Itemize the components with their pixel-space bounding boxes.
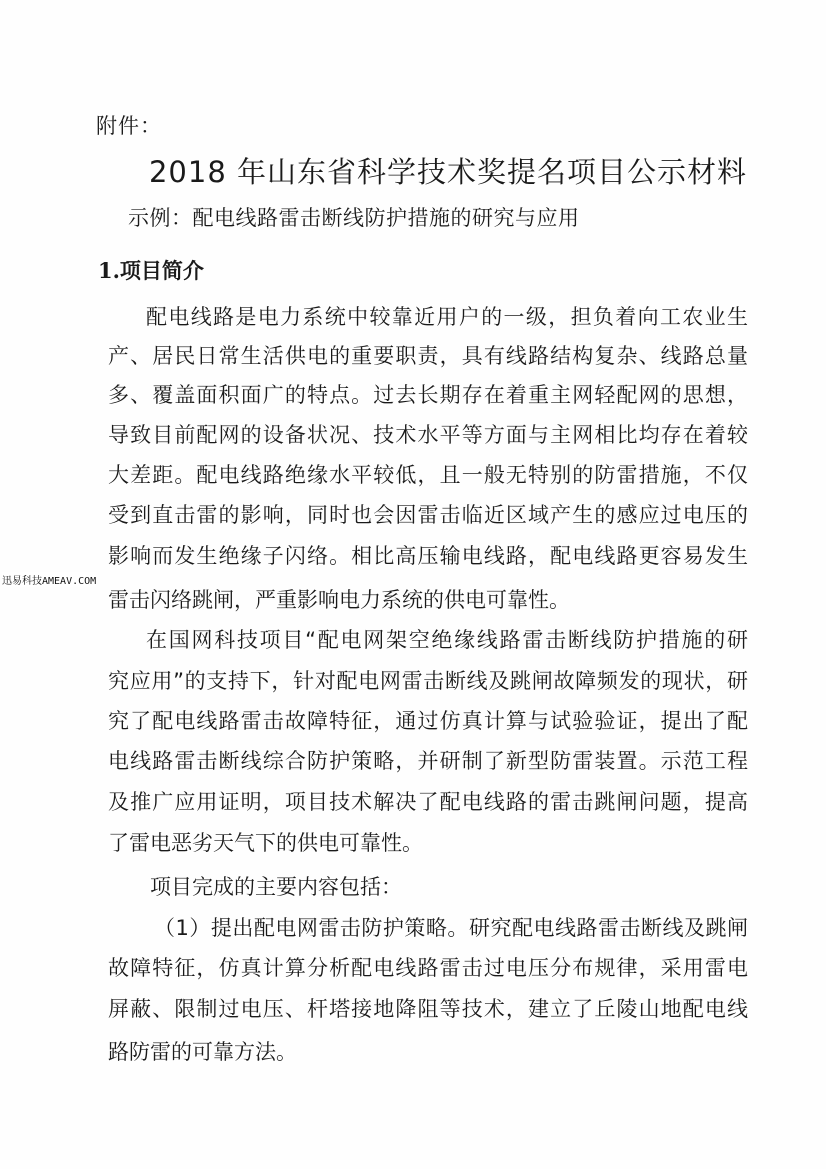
item-1-line: （1）提出配电网雷击防护策略。研究配电线路雷击断线及跳闸 [154, 916, 748, 940]
document-title: 2018 年山东省科学技术奖提名项目公示材料 [148, 155, 748, 189]
attachment-label: 附件： [96, 114, 162, 138]
paragraph-1-line: 影响而发生绝缘子闪络。相比高压输电线路，配电线路更容易发生 [108, 544, 748, 568]
item-1-line: 故障特征，仿真计算分析配电线路雷击过电压分布规律，采用雷电 [108, 956, 748, 980]
contents-intro: 项目完成的主要内容包括： [150, 875, 402, 899]
paragraph-1-line: 导致目前配网的设备状况、技术水平等方面与主网相比均存在着较 [108, 423, 748, 447]
paragraph-1-line: 雷击闪络跳闸，严重影响电力系统的供电可靠性。 [108, 588, 570, 612]
item-1-line: 路防雷的可靠方法。 [108, 1040, 297, 1064]
paragraph-2-line: 究应用”的支持下，针对配电网雷击断线及跳闸故障频发的现状，研 [108, 669, 748, 693]
paragraph-1-line: 大差距。配电线路绝缘水平较低，且一般无特别的防雷措施，不仅 [108, 463, 748, 487]
paragraph-2-line: 究了配电线路雷击故障特征，通过仿真计算与试验验证，提出了配 [108, 709, 748, 733]
paragraph-2-line: 了雷电恶劣天气下的供电可靠性。 [108, 831, 423, 855]
paragraph-2-line: 电线路雷击断线综合防护策略，并研制了新型防雷装置。示范工程 [108, 749, 748, 773]
watermark-text: 迅易科技AMEAV.COM [2, 572, 96, 587]
paragraph-1-line: 受到直击雷的影响，同时也会因雷击临近区域产生的感应过电压的 [108, 503, 748, 527]
paragraph-1-line: 产、居民日常生活供电的重要职责，具有线路结构复杂、线路总量 [108, 344, 748, 368]
paragraph-2-line: 及推广应用证明，项目技术解决了配电线路的雷击跳闸问题，提高 [108, 790, 748, 814]
document-subtitle: 示例：配电线路雷击断线防护措施的研究与应用 [128, 206, 580, 230]
paragraph-1-line: 多、覆盖面积面广的特点。过去长期存在着重主网轻配网的思想， [108, 383, 748, 407]
paragraph-1-line: 配电线路是电力系统中较靠近用户的一级，担负着向工农业生 [146, 305, 748, 329]
paragraph-2-line: 在国网科技项目“配电网架空绝缘线路雷击断线防护措施的研 [146, 628, 748, 652]
item-1-line: 屏蔽、限制过电压、杆塔接地降阻等技术，建立了丘陵山地配电线 [108, 997, 748, 1021]
section-heading: 1.项目简介 [98, 258, 204, 283]
